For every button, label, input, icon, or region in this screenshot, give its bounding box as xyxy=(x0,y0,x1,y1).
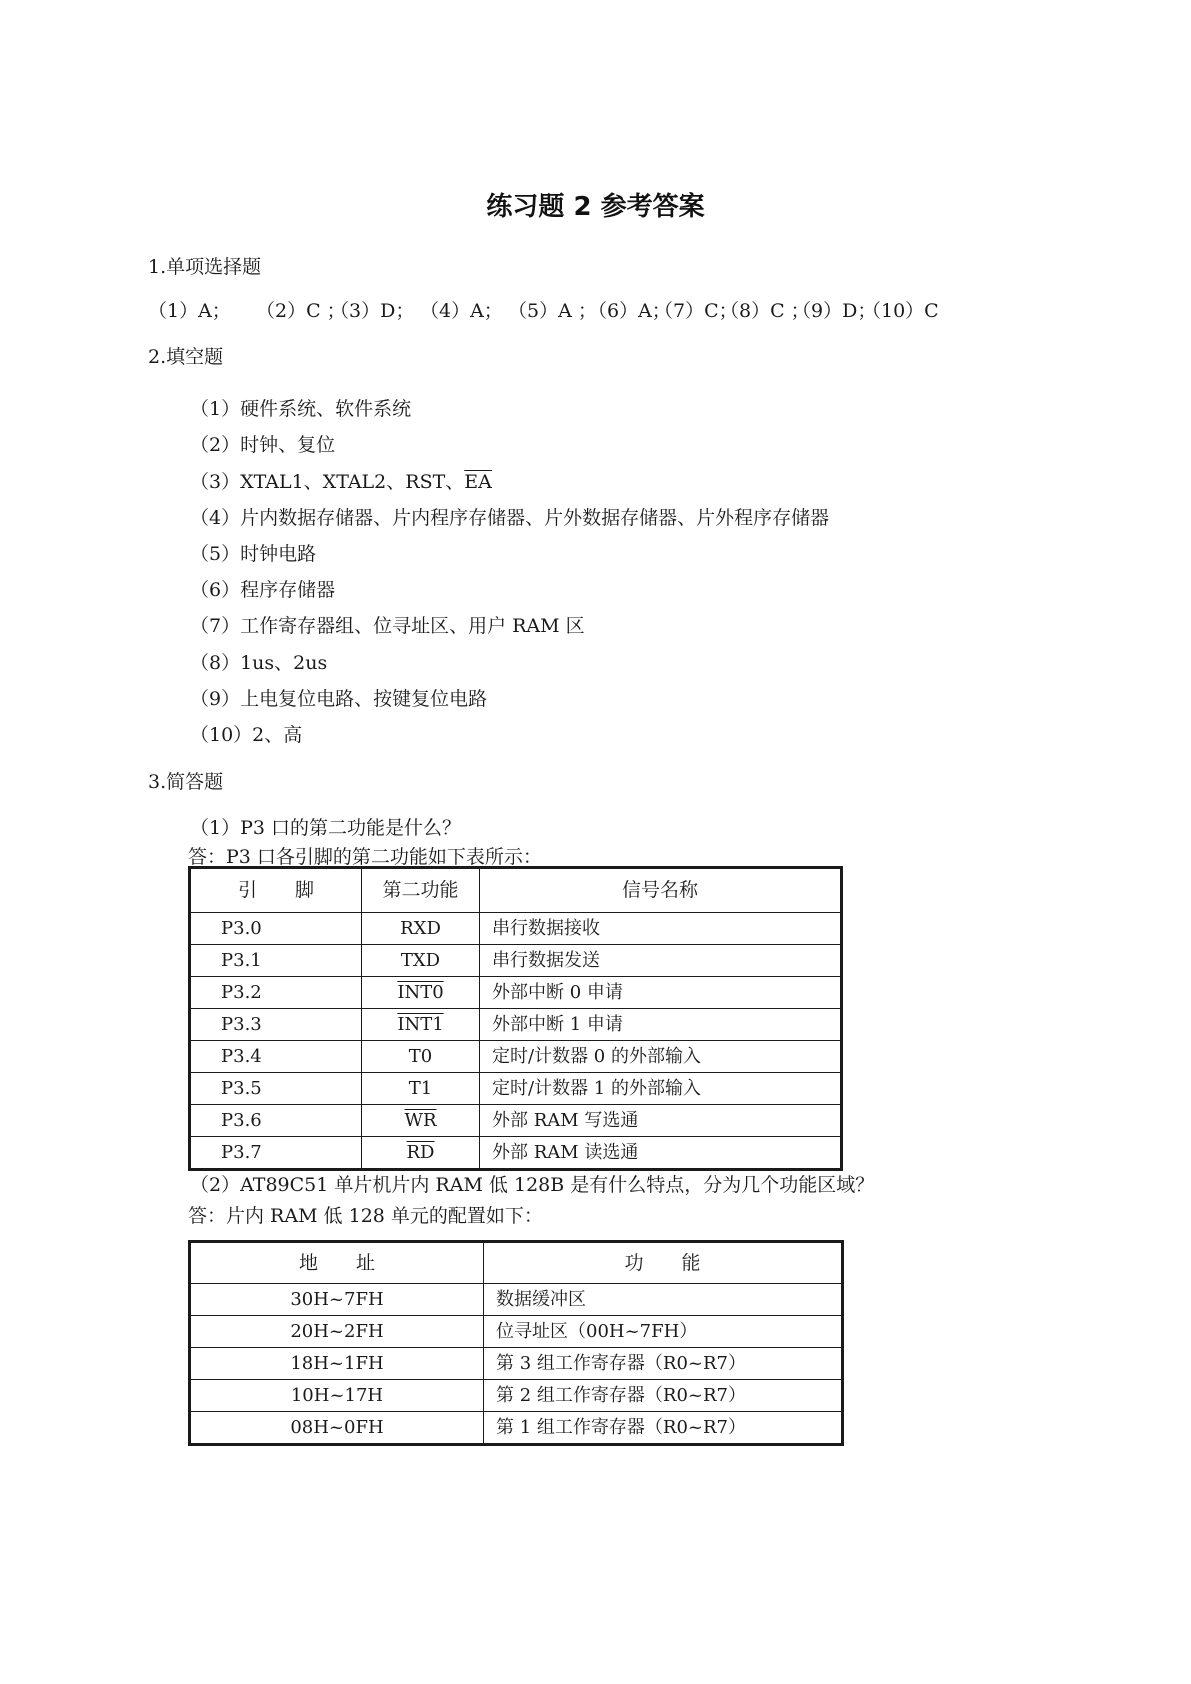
ram-function-cell: 第 1 组工作寄存器（R0~R7） xyxy=(484,1412,843,1445)
overline-signal: INT0 xyxy=(397,982,444,1003)
mcq-answer: （1）A； xyxy=(148,300,231,322)
column-header: 第二功能 xyxy=(362,868,480,913)
address-cell: 20H~2FH xyxy=(190,1316,484,1348)
mcq-answer: （4）A； xyxy=(420,300,503,322)
function-cell xyxy=(362,1137,480,1170)
pin-cell: P3.3 xyxy=(190,1009,362,1041)
function-cell xyxy=(362,1105,480,1137)
mcq-answer: （8）C ； xyxy=(720,300,810,322)
mcq-answer: （2）C ； xyxy=(256,300,346,322)
table-header-row xyxy=(190,1242,843,1284)
function-cell: T0 xyxy=(362,1041,480,1073)
page-title: 练习题 2 参考答案 xyxy=(486,192,705,222)
fill-item-1: （1）硬件系统、软件系统 xyxy=(190,398,412,420)
ram-function-cell: 位寻址区（00H~7FH） xyxy=(484,1316,843,1348)
address-cell: 08H~0FH xyxy=(190,1412,484,1445)
ea-overline-signal: $\overline{EA}$ xyxy=(464,471,492,493)
table-row xyxy=(190,1412,843,1445)
fill-item-8: （8）1us、2us xyxy=(190,652,328,674)
section-3-heading: 3.简答题 xyxy=(148,771,224,793)
address-cell: 10H~17H xyxy=(190,1380,484,1412)
address-cell: 30H~7FH xyxy=(190,1284,484,1316)
fill-item-2: （2）时钟、复位 xyxy=(190,434,336,456)
mcq-answers xyxy=(148,296,939,323)
p3-pin-table xyxy=(188,866,843,1171)
fill-item-4: （4）片内数据存储器、片内程序存储器、片外数据存储器、片外程序存储器 xyxy=(190,507,830,529)
address-cell: 18H~1FH xyxy=(190,1348,484,1380)
fill-item-6: （6）程序存储器 xyxy=(190,579,336,601)
pin-cell: P3.4 xyxy=(190,1041,362,1073)
signal-cell: 外部 RAM 读选通 xyxy=(480,1137,842,1170)
signal-cell: 定时/计数器 1 的外部输入 xyxy=(480,1073,842,1105)
signal-cell: 串行数据接收 xyxy=(480,913,842,945)
overline-signal: INT1 xyxy=(397,1014,444,1035)
mcq-answer: （10）C xyxy=(862,300,939,322)
table-row xyxy=(190,1073,842,1105)
table-row xyxy=(190,913,842,945)
mcq-answer: （3）D； xyxy=(330,300,415,322)
fill-item-3 xyxy=(190,467,492,494)
function-cell: T1 xyxy=(362,1073,480,1105)
answer-1-intro: 答：P3 口各引脚的第二功能如下表所示： xyxy=(188,846,542,868)
fill-item-5: （5）时钟电路 xyxy=(190,543,317,565)
pin-cell: P3.1 xyxy=(190,945,362,977)
fill-item-7: （7）工作寄存器组、位寻址区、用户 RAM 区 xyxy=(190,615,585,637)
pin-cell: P3.6 xyxy=(190,1105,362,1137)
mcq-answer: （9）D； xyxy=(792,300,877,322)
function-cell: TXD xyxy=(362,945,480,977)
signal-cell: 外部中断 0 申请 xyxy=(480,977,842,1009)
mcq-answer: （7）C； xyxy=(654,300,738,322)
ram-function-cell: 第 3 组工作寄存器（R0~R7） xyxy=(484,1348,843,1380)
column-header: 信号名称 xyxy=(480,868,842,913)
answer-2-intro: 答：片内 RAM 低 128 单元的配置如下： xyxy=(188,1205,543,1227)
ram-function-cell: 数据缓冲区 xyxy=(484,1284,843,1316)
table-row xyxy=(190,1041,842,1073)
table-header-row xyxy=(190,868,842,913)
mcq-answer: （6）A； xyxy=(588,300,671,322)
pin-cell: P3.7 xyxy=(190,1137,362,1170)
overline-signal: $\overline{WR}$ xyxy=(404,1110,437,1131)
table-row xyxy=(190,945,842,977)
column-header: 地 址 xyxy=(190,1242,484,1284)
table-row xyxy=(190,1009,842,1041)
table-row xyxy=(190,1284,843,1316)
fill-item-9: （9）上电复位电路、按键复位电路 xyxy=(190,688,488,710)
function-cell xyxy=(362,977,480,1009)
ram-function-cell: 第 2 组工作寄存器（R0~R7） xyxy=(484,1380,843,1412)
column-header: 引 脚 xyxy=(190,868,362,913)
table-row xyxy=(190,977,842,1009)
table-row xyxy=(190,1105,842,1137)
question-1: （1）P3 口的第二功能是什么？ xyxy=(190,817,462,839)
column-header: 功 能 xyxy=(484,1242,843,1284)
signal-cell: 外部中断 1 申请 xyxy=(480,1009,842,1041)
section-1-heading: 1.单项选择题 xyxy=(148,256,262,278)
signal-cell: 外部 RAM 写选通 xyxy=(480,1105,842,1137)
question-2: （2）AT89C51 单片机片内 RAM 低 128B 是有什么特点，分为几个功能区域？ xyxy=(190,1174,875,1196)
section-2-heading: 2.填空题 xyxy=(148,346,224,368)
overline-signal: $\overline{RD}$ xyxy=(406,1142,435,1163)
signal-cell: 串行数据发送 xyxy=(480,945,842,977)
table-row xyxy=(190,1316,843,1348)
fill-item-10: （10）2、高 xyxy=(190,724,303,746)
pin-cell: P3.5 xyxy=(190,1073,362,1105)
pin-cell: P3.0 xyxy=(190,913,362,945)
fill-item-3-text: （3）XTAL1、XTAL2、RST、 xyxy=(190,471,465,493)
function-cell: RXD xyxy=(362,913,480,945)
signal-cell: 定时/计数器 0 的外部输入 xyxy=(480,1041,842,1073)
table-row xyxy=(190,1380,843,1412)
table-row xyxy=(190,1137,842,1170)
function-cell xyxy=(362,1009,480,1041)
table-row xyxy=(190,1348,843,1380)
mcq-answer: （5）A ； xyxy=(508,300,597,322)
pin-cell: P3.2 xyxy=(190,977,362,1009)
ram-config-table xyxy=(188,1240,844,1446)
